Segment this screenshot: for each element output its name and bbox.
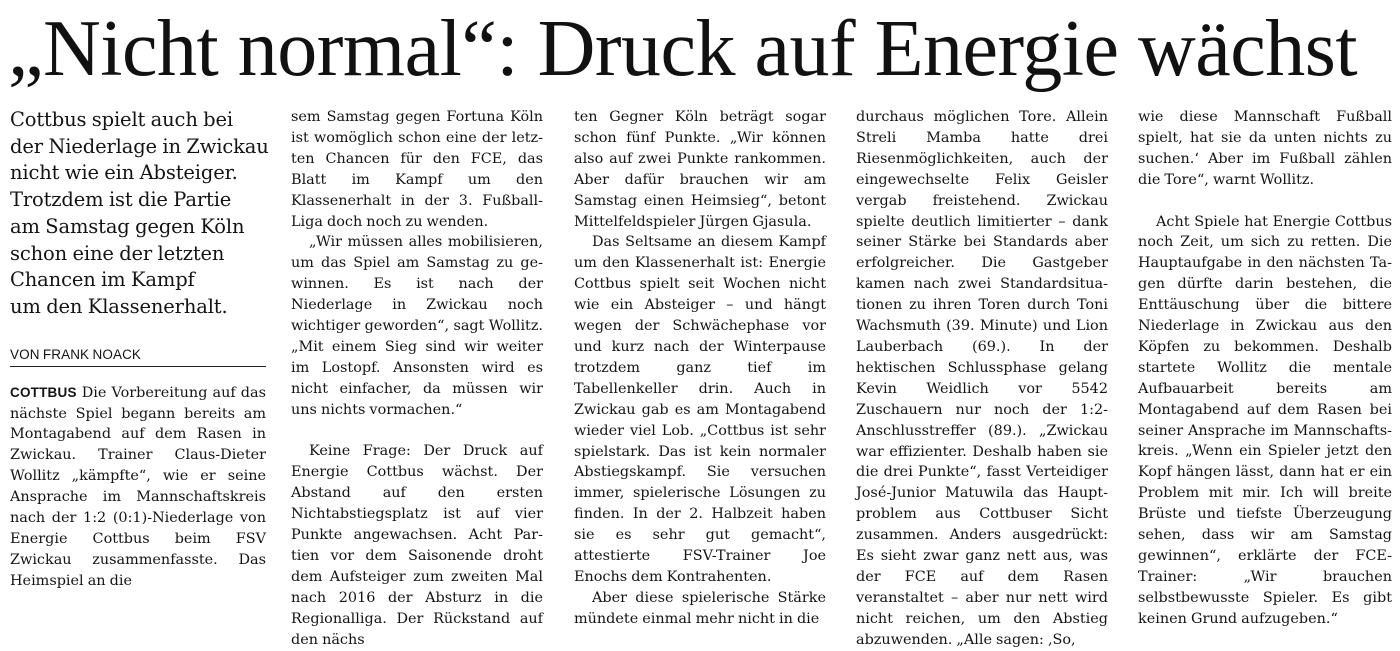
article-column-2 xyxy=(291,107,543,651)
teaser-line: am Samstag gegen Köln xyxy=(10,214,245,238)
teaser-line: der Niederlage in Zwickau xyxy=(10,134,269,158)
article-column-4 xyxy=(856,107,1108,651)
article-paragraph: Aber diese spielerische Stärke mündete einmal mehr nicht in die xyxy=(574,589,826,627)
teaser-line: Cottbus spielt auch bei xyxy=(10,108,233,131)
article-paragraph: ten Gegner Köln beträgt sogar schon fünf Punkte. „Wir können also auf zwei Punkte rankommen. Aber dafür brauchen wir am Samstag einen Heimsieg“, betont Mittelfeldspieler Jürgen Gjasula. xyxy=(574,109,826,230)
article-paragraph: sem Samstag gegen Fortuna Köln ist womöglich schon eine der letzten Chancen für den FCE, das Blatt im Kampf um den Klassenerhalt in der 3. Fußball-Liga doch noch zu wenden. xyxy=(291,109,543,230)
teaser-line: Trotzdem ist die Partie xyxy=(10,188,232,212)
article-paragraph: Keine Frage: Der Druck auf Energie Cottbus wächst. Der Abstand auf den ersten Nichtabstiegsplatz ist auf vier Punkte angewachsen. Acht Partien vor dem Saisonende droht dem Aufsteiger zum zweiten Mal nach 2016 der Absturz in die Regionalliga. Der Rückstand auf den nächs xyxy=(291,443,543,648)
article-paragraph: Acht Spiele hat Energie Cottbus noch Zeit, um sich zu retten. Die Hauptaufgabe in den nächsten Tagen dürfte darin bestehen, die Enttäuschung über die bittere Niederlage in Zwickau aus den Köpfen zu bekommen. Deshalb startete Wollitz die mentale Aufbauarbeit bereits am Montagabend auf dem Rasen bei seiner Ansprache im Mannschaftskreis. „Wenn ein Spieler jetzt den Kopf hängen lässt, dann hat er ein Problem mit mir. Ich will breite Brüste und tiefste Überzeugung sehen, dass wir am Samstag gewinnen“, erklärte der FCE-Trainer: „Wir brauchen selbstbewusste Spieler. Es gibt keinen Grund aufzugeben.“ xyxy=(1138,213,1392,627)
teaser-line: schon eine der letzten xyxy=(10,241,225,265)
dateline: COTTBUS xyxy=(10,384,77,400)
article-paragraph: durchaus möglichen Tore. Allein Streli Mamba hatte drei Riesenmöglichkeiten, auch der eingewechselte Felix Geisler vergab freistehend. Zwickau spielte deutlich limitierter – dank seiner Stärke bei Standards aber erfolgreicher. Die Gastgeber kamen nach zwei Standardsituationen zu ihren Toren durch Toni Wachsmuth (39. Minute) und Lion Lauberbach (69.). In der hektischen Schlussphase gelang Kevin Weidlich vor 5542 Zuschauern nur noch der 1:2-Anschlusstreffer (89.). „Zwickau war effizienter. Deshalb haben sie die drei Punkte“, fasst Verteidiger José-Junior Matuwila das Hauptproblem aus Cottbuser Sicht zusammen. Anders ausgedrückt: Es sieht zwar ganz nett aus, was der FCE auf dem Rasen veranstaltet – aber nur nett wird nicht reichen, um den Abstieg abzuwenden. „Alle sagen: ‚So, xyxy=(856,109,1108,648)
teaser-line: um den Klassenerhalt. xyxy=(10,294,228,318)
author-byline: VON FRANK NOACK xyxy=(10,347,266,367)
article-paragraph xyxy=(10,383,266,592)
teaser-line: Chancen im Kampf xyxy=(10,268,195,292)
article-paragraph: wie diese Mannschaft Fußball spielt, hat sie da unten nichts zu suchen.‘ Aber im Fußball zählen die Tore“, warnt Wollitz. xyxy=(1138,109,1392,188)
teaser-line: nicht wie ein Absteiger. xyxy=(10,161,238,185)
article-column-5 xyxy=(1138,107,1392,630)
article-column-3 xyxy=(574,107,826,630)
article-teaser xyxy=(10,107,269,321)
lead-text: Die Vorbereitung auf das nächste Spiel begann bereits am Montagabend auf dem Rasen in Zwickau. Trainer Claus-Dieter Wollitz „kämpfte“, wie er seine Ansprache im Mannschaftskreis nach der 1:2 (0:1)-Niederlage von Energie Cottbus beim FSV Zwickau zusammenfasste. Das Heimspiel an die xyxy=(10,384,266,589)
article-paragraph: „Wir müssen alles mobilisieren, um das Spiel am Samstag zu gewinnen. Es ist nach der Niederlage in Zwickau noch wichtiger geworden“, sagt Wollitz. „Mit einem Sieg sind wir weiter im Lostopf. Ansonsten wird es nicht einfacher, da müssen wir uns nichts vormachen.“ xyxy=(291,234,543,418)
article-paragraph: Das Seltsame an diesem Kampf um den Klassenerhalt ist: Energie Cottbus spielt seit Wochen nicht wie ein Absteiger – und hängt wegen der Schwächephase vor und kurz nach der Winterpause trotzdem ganz tief im Tabellenkeller drin. Auch in Zwickau gab es am Montagabend wieder viel Lob. „Cottbus ist sehr spielstark. Das ist kein normaler Abstiegskampf. Sie versuchen immer, spielerische Lösungen zu finden. In der 2. Halbzeit haben sie es sehr gut gemacht“, attestierte FSV-Trainer Joe Enochs dem Kontrahenten. xyxy=(574,234,826,585)
article-column-1 xyxy=(10,107,269,592)
article-headline: „Nicht normal“: Druck auf Energie wächst xyxy=(8,5,1358,93)
